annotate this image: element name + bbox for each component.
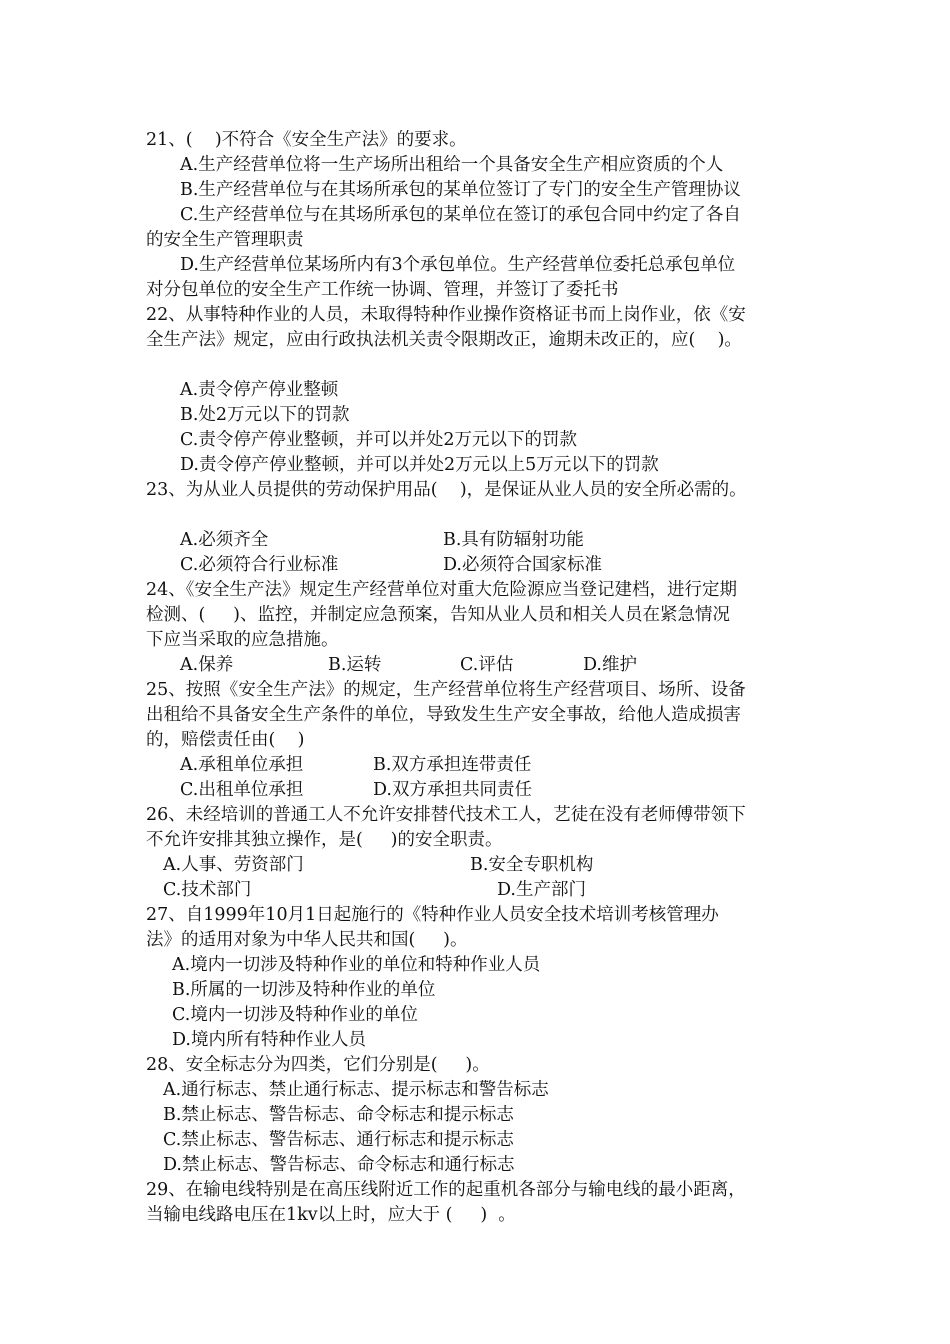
question-27-option-c: C.境内一切涉及特种作业的单位 bbox=[172, 1005, 418, 1025]
question-23-option-a: A.必须齐全 bbox=[180, 530, 269, 550]
question-23-option-c: C.必须符合行业标准 bbox=[180, 555, 339, 575]
question-27-stem: 27、自1999年10月1日起施行的《特种作业人员安全技术培训考核管理办 bbox=[146, 905, 719, 925]
question-25-option-b: B.双方承担连带责任 bbox=[373, 755, 532, 775]
question-26-option-b: B.安全专职机构 bbox=[470, 855, 594, 875]
question-21-option-d: D.生产经营单位某场所内有3个承包单位。生产经营单位委托总承包单位 bbox=[180, 255, 736, 275]
question-26-stem-cont: 不允许安排其独立操作，是( )的安全职责。 bbox=[146, 830, 503, 850]
question-28-stem: 28、安全标志分为四类，它们分别是( )。 bbox=[146, 1055, 490, 1075]
question-22-option-d: D.责令停产停业整顿，并可以并处2万元以上5万元以下的罚款 bbox=[180, 455, 659, 475]
question-21-stem: 21、( )不符合《安全生产法》的要求。 bbox=[146, 130, 467, 150]
question-24-option-d: D.维护 bbox=[583, 655, 637, 675]
question-27-stem-cont: 法》的适用对象为中华人民共和国( )。 bbox=[146, 930, 468, 950]
question-24-stem: 24、《安全生产法》规定生产经营单位对重大危险源应当登记建档，进行定期 bbox=[146, 580, 738, 600]
question-21-option-a: A.生产经营单位将一生产场所出租给一个具备安全生产相应资质的个人 bbox=[180, 155, 724, 175]
question-24-stem-cont-1: 检测、( )、监控，并制定应急预案，告知从业人员和相关人员在紧急情况 bbox=[146, 605, 730, 625]
question-22-option-c: C.责令停产停业整顿，并可以并处2万元以下的罚款 bbox=[180, 430, 577, 450]
question-21-option-c: C.生产经营单位与在其场所承包的某单位在签订的承包合同中约定了各自 bbox=[180, 205, 741, 225]
question-26-option-c: C.技术部门 bbox=[163, 880, 252, 900]
question-24-option-c: C.评估 bbox=[460, 655, 514, 675]
question-28-option-a: A.通行标志、禁止通行标志、提示标志和警告标志 bbox=[163, 1080, 549, 1100]
question-22-option-b: B.处2万元以下的罚款 bbox=[180, 405, 350, 425]
question-24-option-a: A.保养 bbox=[180, 655, 234, 675]
question-25-stem-cont-1: 出租给不具备安全生产条件的单位，导致发生生产安全事故，给他人造成损害 bbox=[146, 705, 741, 725]
question-26-option-a: A.人事、劳资部门 bbox=[163, 855, 304, 875]
question-24-stem-cont-2: 下应当采取的应急措施。 bbox=[146, 630, 339, 650]
question-28-option-b: B.禁止标志、警告标志、命令标志和提示标志 bbox=[163, 1105, 514, 1125]
question-22-option-a: A.责令停产停业整顿 bbox=[180, 380, 339, 400]
question-25-option-c: C.出租单位承担 bbox=[180, 780, 304, 800]
question-28-option-d: D.禁止标志、警告标志、命令标志和通行标志 bbox=[163, 1155, 515, 1175]
question-23-stem: 23、为从业人员提供的劳动保护用品( )，是保证从业人员的安全所必需的。 bbox=[146, 480, 747, 500]
question-28-option-c: C.禁止标志、警告标志、通行标志和提示标志 bbox=[163, 1130, 514, 1150]
question-23-option-b: B.具有防辐射功能 bbox=[443, 530, 584, 550]
question-25-option-a: A.承租单位承担 bbox=[180, 755, 304, 775]
question-29-stem: 29、在输电线特别是在高压线附近工作的起重机各部分与输电线的最小距离， bbox=[146, 1180, 746, 1200]
question-25-option-d: D.双方承担共同责任 bbox=[373, 780, 532, 800]
question-25-stem: 25、按照《安全生产法》的规定，生产经营单位将生产经营项目、场所、设备 bbox=[146, 680, 746, 700]
question-29-stem-cont: 当输电线路电压在1kv以上时，应大于 ( ) 。 bbox=[146, 1205, 516, 1225]
question-27-option-d: D.境内所有特种作业人员 bbox=[172, 1030, 366, 1050]
question-22-stem: 22、从事特种作业的人员，未取得特种作业操作资格证书而上岗作业，依《安 bbox=[146, 305, 746, 325]
question-26-stem: 26、未经培训的普通工人不允许安排替代技术工人，艺徒在没有老师傅带领下 bbox=[146, 805, 746, 825]
question-22-stem-cont: 全生产法》规定，应由行政执法机关责令限期改正，逾期未改正的，应( )。 bbox=[146, 330, 742, 350]
question-27-option-b: B.所属的一切涉及特种作业的单位 bbox=[172, 980, 436, 1000]
question-27-option-a: A.境内一切涉及特种作业的单位和特种作业人员 bbox=[172, 955, 541, 975]
question-24-option-b: B.运转 bbox=[328, 655, 382, 675]
question-25-stem-cont-2: 的，赔偿责任由( ) bbox=[146, 730, 305, 750]
question-21-option-d-cont: 对分包单位的安全生产工作统一协调、管理，并签订了委托书 bbox=[146, 280, 619, 300]
question-26-option-d: D.生产部门 bbox=[497, 880, 586, 900]
question-23-option-d: D.必须符合国家标准 bbox=[443, 555, 602, 575]
question-21-option-b: B.生产经营单位与在其场所承包的某单位签订了专门的安全生产管理协议 bbox=[180, 180, 741, 200]
question-21-option-c-cont: 的安全生产管理职责 bbox=[146, 230, 304, 250]
